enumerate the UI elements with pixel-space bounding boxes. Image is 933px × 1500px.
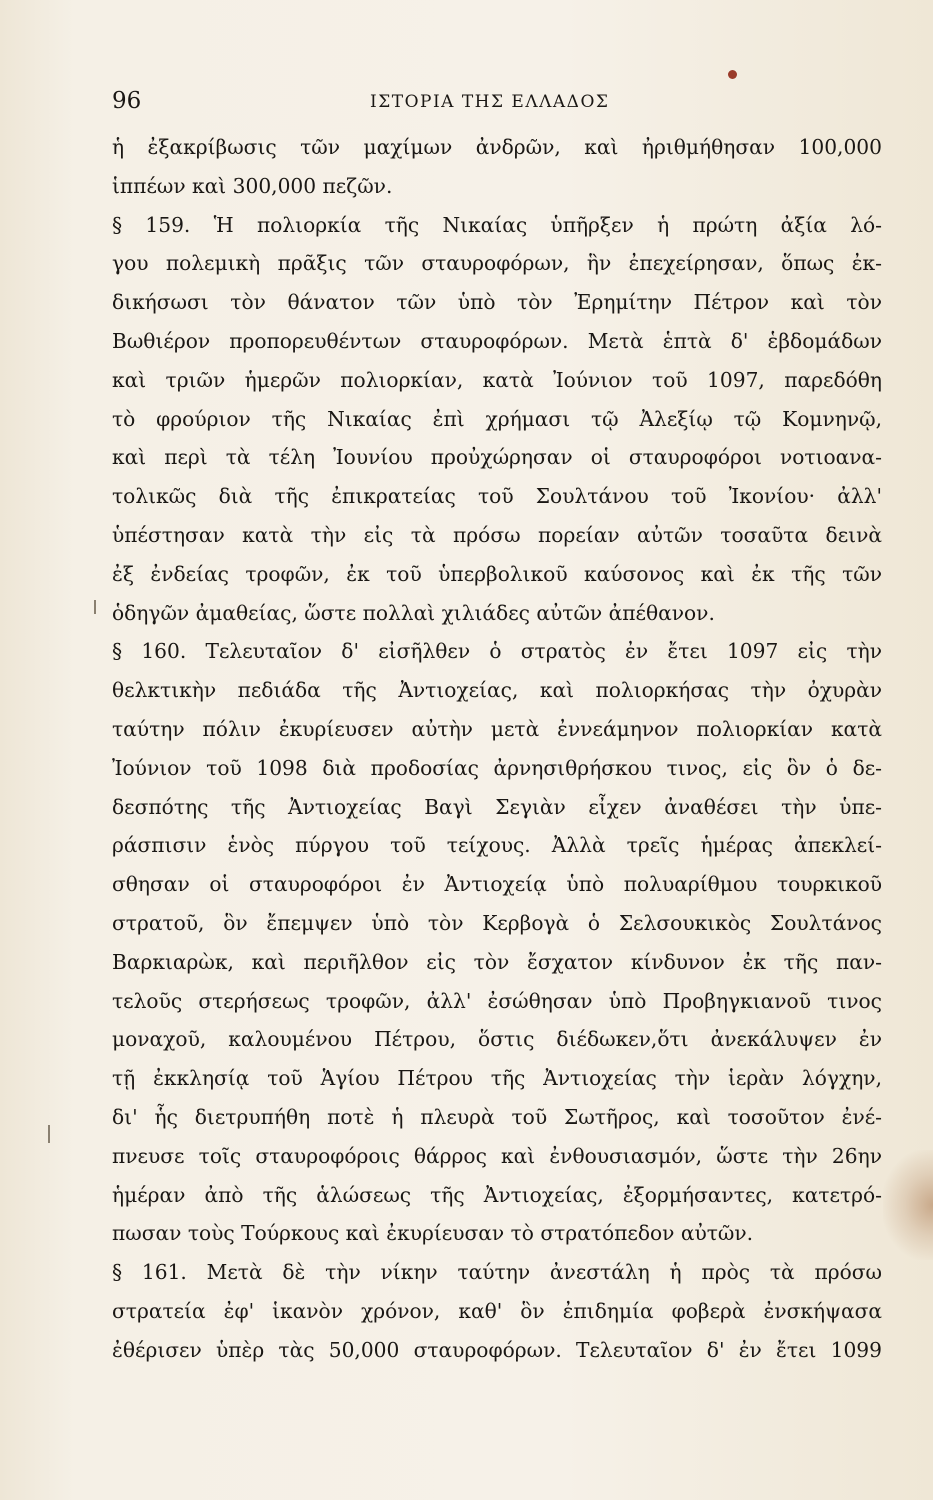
- text-line: γου πολεμικὴ πρᾶξις τῶν σταυροφόρων, ἣν ἐπεχείρησαν, ὅπως ἐκ-: [112, 251, 882, 276]
- text-line: ἐθέρισεν ὑπὲρ τὰς 50,000 σταυροφόρων. Τελευταῖον δ' ἐν ἔτει 1099: [112, 1337, 882, 1362]
- text-line: στρατοῦ, ὃν ἔπεμψεν ὑπὸ τὸν Κερβογὰ ὁ Σελσουκικὸς Σουλτάνος: [112, 910, 882, 935]
- text-line: ὁδηγῶν ἀμαθείας, ὥστε πολλαὶ χιλιάδες αὐτῶν ἀπέθανον.: [112, 600, 715, 625]
- text-line: δι' ἧς διετρυπήθη ποτὲ ἡ πλευρὰ τοῦ Σωτῆρος, καὶ τοσοῦτον ἐνέ-: [112, 1104, 882, 1129]
- text-line: ἡ ἐξακρίβωσις τῶν μαχίμων ἀνδρῶν, καὶ ἠριθμήθησαν 100,000: [112, 135, 882, 159]
- text-line: ἡμέραν ἀπὸ τῆς ἁλώσεως τῆς Ἀντιοχείας, ἐξορμήσαντες, κατετρό-: [112, 1182, 882, 1207]
- text-line: πνευσε τοῖς σταυροφόροις θάρρος καὶ ἐνθουσιασμόν, ὥστε τὴν 26ην: [112, 1143, 882, 1168]
- text-line: ὑπέστησαν κατὰ τὴν εἰς τὰ πρόσω πορείαν αὐτῶν τοσαῦτα δεινὰ: [112, 522, 882, 547]
- text-line: θελκτικὴν πεδιάδα τῆς Ἀντιοχείας, καὶ πολιορκήσας τὴν ὀχυρὰν: [112, 678, 882, 703]
- text-line: πωσαν τοὺς Τούρκους καὶ ἐκυρίευσαν τὸ στρατόπεδον αὐτῶν.: [112, 1221, 754, 1246]
- text-line: σθησαν οἱ σταυροφόροι ἐν Ἀντιοχείᾳ ὑπὸ πολυαρίθμου τουρκικοῦ: [112, 872, 882, 897]
- page-header: [112, 88, 882, 122]
- text-line: δικήσωσι τὸν θάνατον τῶν ὑπὸ τὸν Ἐρημίτην Πέτρον καὶ τὸν: [112, 290, 882, 315]
- page-number: 96: [112, 88, 142, 114]
- text-line: δεσπότης τῆς Ἀντιοχείας Βαγὶ Σεγιὰν εἶχεν ἀναθέσει τὴν ὑπε-: [112, 794, 882, 819]
- page-stain: [883, 1150, 933, 1260]
- text-line: τολικῶς διὰ τῆς ἐπικρατείας τοῦ Σουλτάνου τοῦ Ἰκονίου· ἀλλ': [112, 484, 882, 509]
- text-line: ἐξ ἐνδείας τροφῶν, ἐκ τοῦ ὑπερβολικοῦ καύσονος καὶ ἐκ τῆς τῶν: [112, 561, 882, 586]
- text-line: ἱππέων καὶ 300,000 πεζῶν.: [112, 173, 393, 198]
- margin-mark: [94, 600, 96, 614]
- text-line: Ἰούνιον τοῦ 1098 διὰ προδοσίας ἀρνησιθρήσκου τινος, εἰς ὃν ὁ δε-: [112, 755, 882, 780]
- text-line: § 160. Τελευταῖον δ' εἰσῆλθεν ὁ στρατὸς ἐν ἔτει 1097 εἰς τὴν: [112, 639, 882, 664]
- text-line: Βαρκιαρὼκ, καὶ περιῆλθον εἰς τὸν ἔσχατον κίνδυνον ἐκ τῆς παν-: [112, 949, 882, 974]
- ink-spot: [728, 70, 737, 79]
- text-line: καὶ τριῶν ἡμερῶν πολιορκίαν, κατὰ Ἰούνιον τοῦ 1097, παρεδόθη: [112, 367, 882, 392]
- text-line: § 161. Μετὰ δὲ τὴν νίκην ταύτην ἀνεστάλη ἡ πρὸς τὰ πρόσω: [112, 1260, 882, 1285]
- margin-mark: [48, 1125, 50, 1143]
- text-line: ράσπισιν ἑνὸς πύργου τοῦ τείχους. Ἀλλὰ τρεῖς ἡμέρας ἀπεκλεί-: [112, 833, 882, 858]
- body-text: [112, 128, 882, 1370]
- text-line: Βωθιέρον προπορευθέντων σταυροφόρων. Μετὰ ἑπτὰ δ' ἑβδομάδων: [112, 328, 882, 353]
- text-line: τὸ φρούριον τῆς Νικαίας ἐπὶ χρήμασι τῷ Ἀλεξίῳ τῷ Κομνηνῷ,: [112, 406, 882, 431]
- text-line: στρατεία ἐφ' ἱκανὸν χρόνον, καθ' ὃν ἐπιδημία φοβερὰ ἐνσκήψασα: [112, 1298, 882, 1323]
- text-line: τῇ ἐκκλησίᾳ τοῦ Ἁγίου Πέτρου τῆς Ἀντιοχείας τὴν ἱερὰν λόγχην,: [112, 1066, 882, 1091]
- text-line: καὶ περὶ τὰ τέλη Ἰουνίου προὐχώρησαν οἱ σταυροφόροι νοτιοανα-: [112, 445, 882, 470]
- text-line: μοναχοῦ, καλουμένου Πέτρου, ὅστις διέδωκεν,ὅτι ἀνεκάλυψεν ἐν: [112, 1027, 882, 1052]
- text-line: ταύτην πόλιν ἐκυρίευσεν αὐτὴν μετὰ ἐννεάμηνον πολιορκίαν κατὰ: [112, 716, 882, 741]
- running-title: ΙΣΤΟΡΙΑ ΤΗΣ ΕΛΛΑΔΟΣ: [370, 92, 610, 112]
- text-line: § 159. Ἡ πολιορκία τῆς Νικαίας ὑπῆρξεν ἡ πρώτη ἀξία λό-: [112, 212, 882, 237]
- text-line: τελοῦς στερήσεως τροφῶν, ἀλλ' ἐσώθησαν ὑπὸ Προβηγκιανοῦ τινος: [112, 988, 882, 1013]
